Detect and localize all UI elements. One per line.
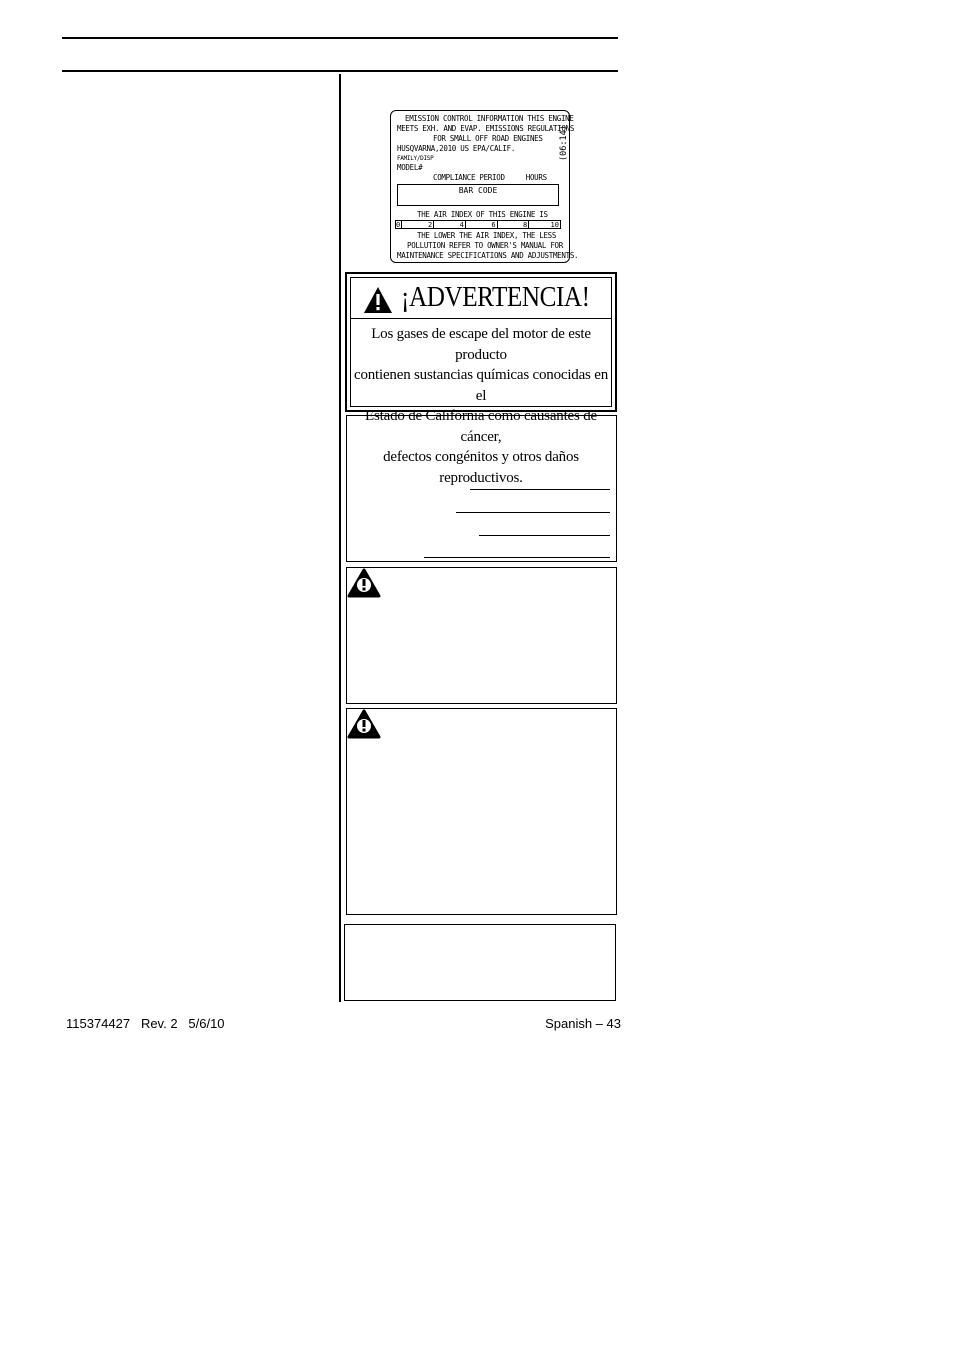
warning-box [346,567,617,704]
advertencia-line: contienen sustancias químicas conocidas en el [353,367,609,404]
emission-line: THE LOWER THE AIR INDEX, THE LESS [417,231,557,240]
side-code: (06:14) [559,125,569,161]
fill-in-line [470,489,610,490]
warning-triangle-icon [363,286,393,314]
fill-in-line [479,535,610,536]
column-divider [339,74,341,1002]
emission-line: COMPLIANCE PERIOD HOURS [433,173,547,182]
advertencia-warning [345,272,617,486]
advertencia-title: ¡ADVERTENCIA! [401,282,590,313]
advertencia-header [351,278,611,319]
advertencia-line: defectos congénitos y otros daños reproductivos. [383,449,579,486]
emission-line: EMISSION CONTROL INFORMATION THIS ENGINE [405,114,574,123]
scale-tick: 4 [434,221,466,228]
bar-code-box: BAR CODE [397,184,559,206]
emission-line: POLLUTION REFER TO OWNER'S MANUAL FOR [407,241,563,250]
document-number: 115374427 Rev. 2 5/6/10 [66,1016,225,1031]
emission-line: MEETS EXH. AND EVAP. EMISSIONS REGULATIONS [397,124,575,133]
emission-line: MODEL# [397,163,423,172]
scale-tick: 8 [498,221,530,228]
scale-tick: 0 [396,221,402,228]
header-rule [62,70,618,72]
scale-tick: 6 [466,221,498,228]
warning-icon [347,709,381,739]
fill-in-line [456,512,610,513]
scale-tick: 10 [550,221,559,229]
advertencia-line: Estado de California como causantes de cáncer, [365,408,597,445]
fill-in-line [424,557,610,558]
page-number: Spanish – 43 [545,1016,621,1031]
emission-line: FAMILY/DISP [397,155,434,162]
emission-control-label [390,110,579,263]
emission-line: HUSQVARNA,2010 US EPA/CALIF. [397,144,516,153]
emission-line: MAINTENANCE SPECIFICATIONS AND ADJUSTMENTS. [397,251,579,260]
advertencia-line: Los gases de escape del motor de este producto [371,326,591,363]
scale-tick: 2 [402,221,434,228]
warning-icon [347,568,381,598]
notice-box [344,924,616,1001]
advertencia-frame [350,277,612,486]
air-index-label: THE AIR INDEX OF THIS ENGINE IS [417,210,548,219]
top-rule [62,37,618,39]
emission-line: FOR SMALL OFF ROAD ENGINES [433,134,543,143]
air-index-scale [395,220,561,229]
product-info-box [346,415,617,562]
warning-box [346,708,617,915]
